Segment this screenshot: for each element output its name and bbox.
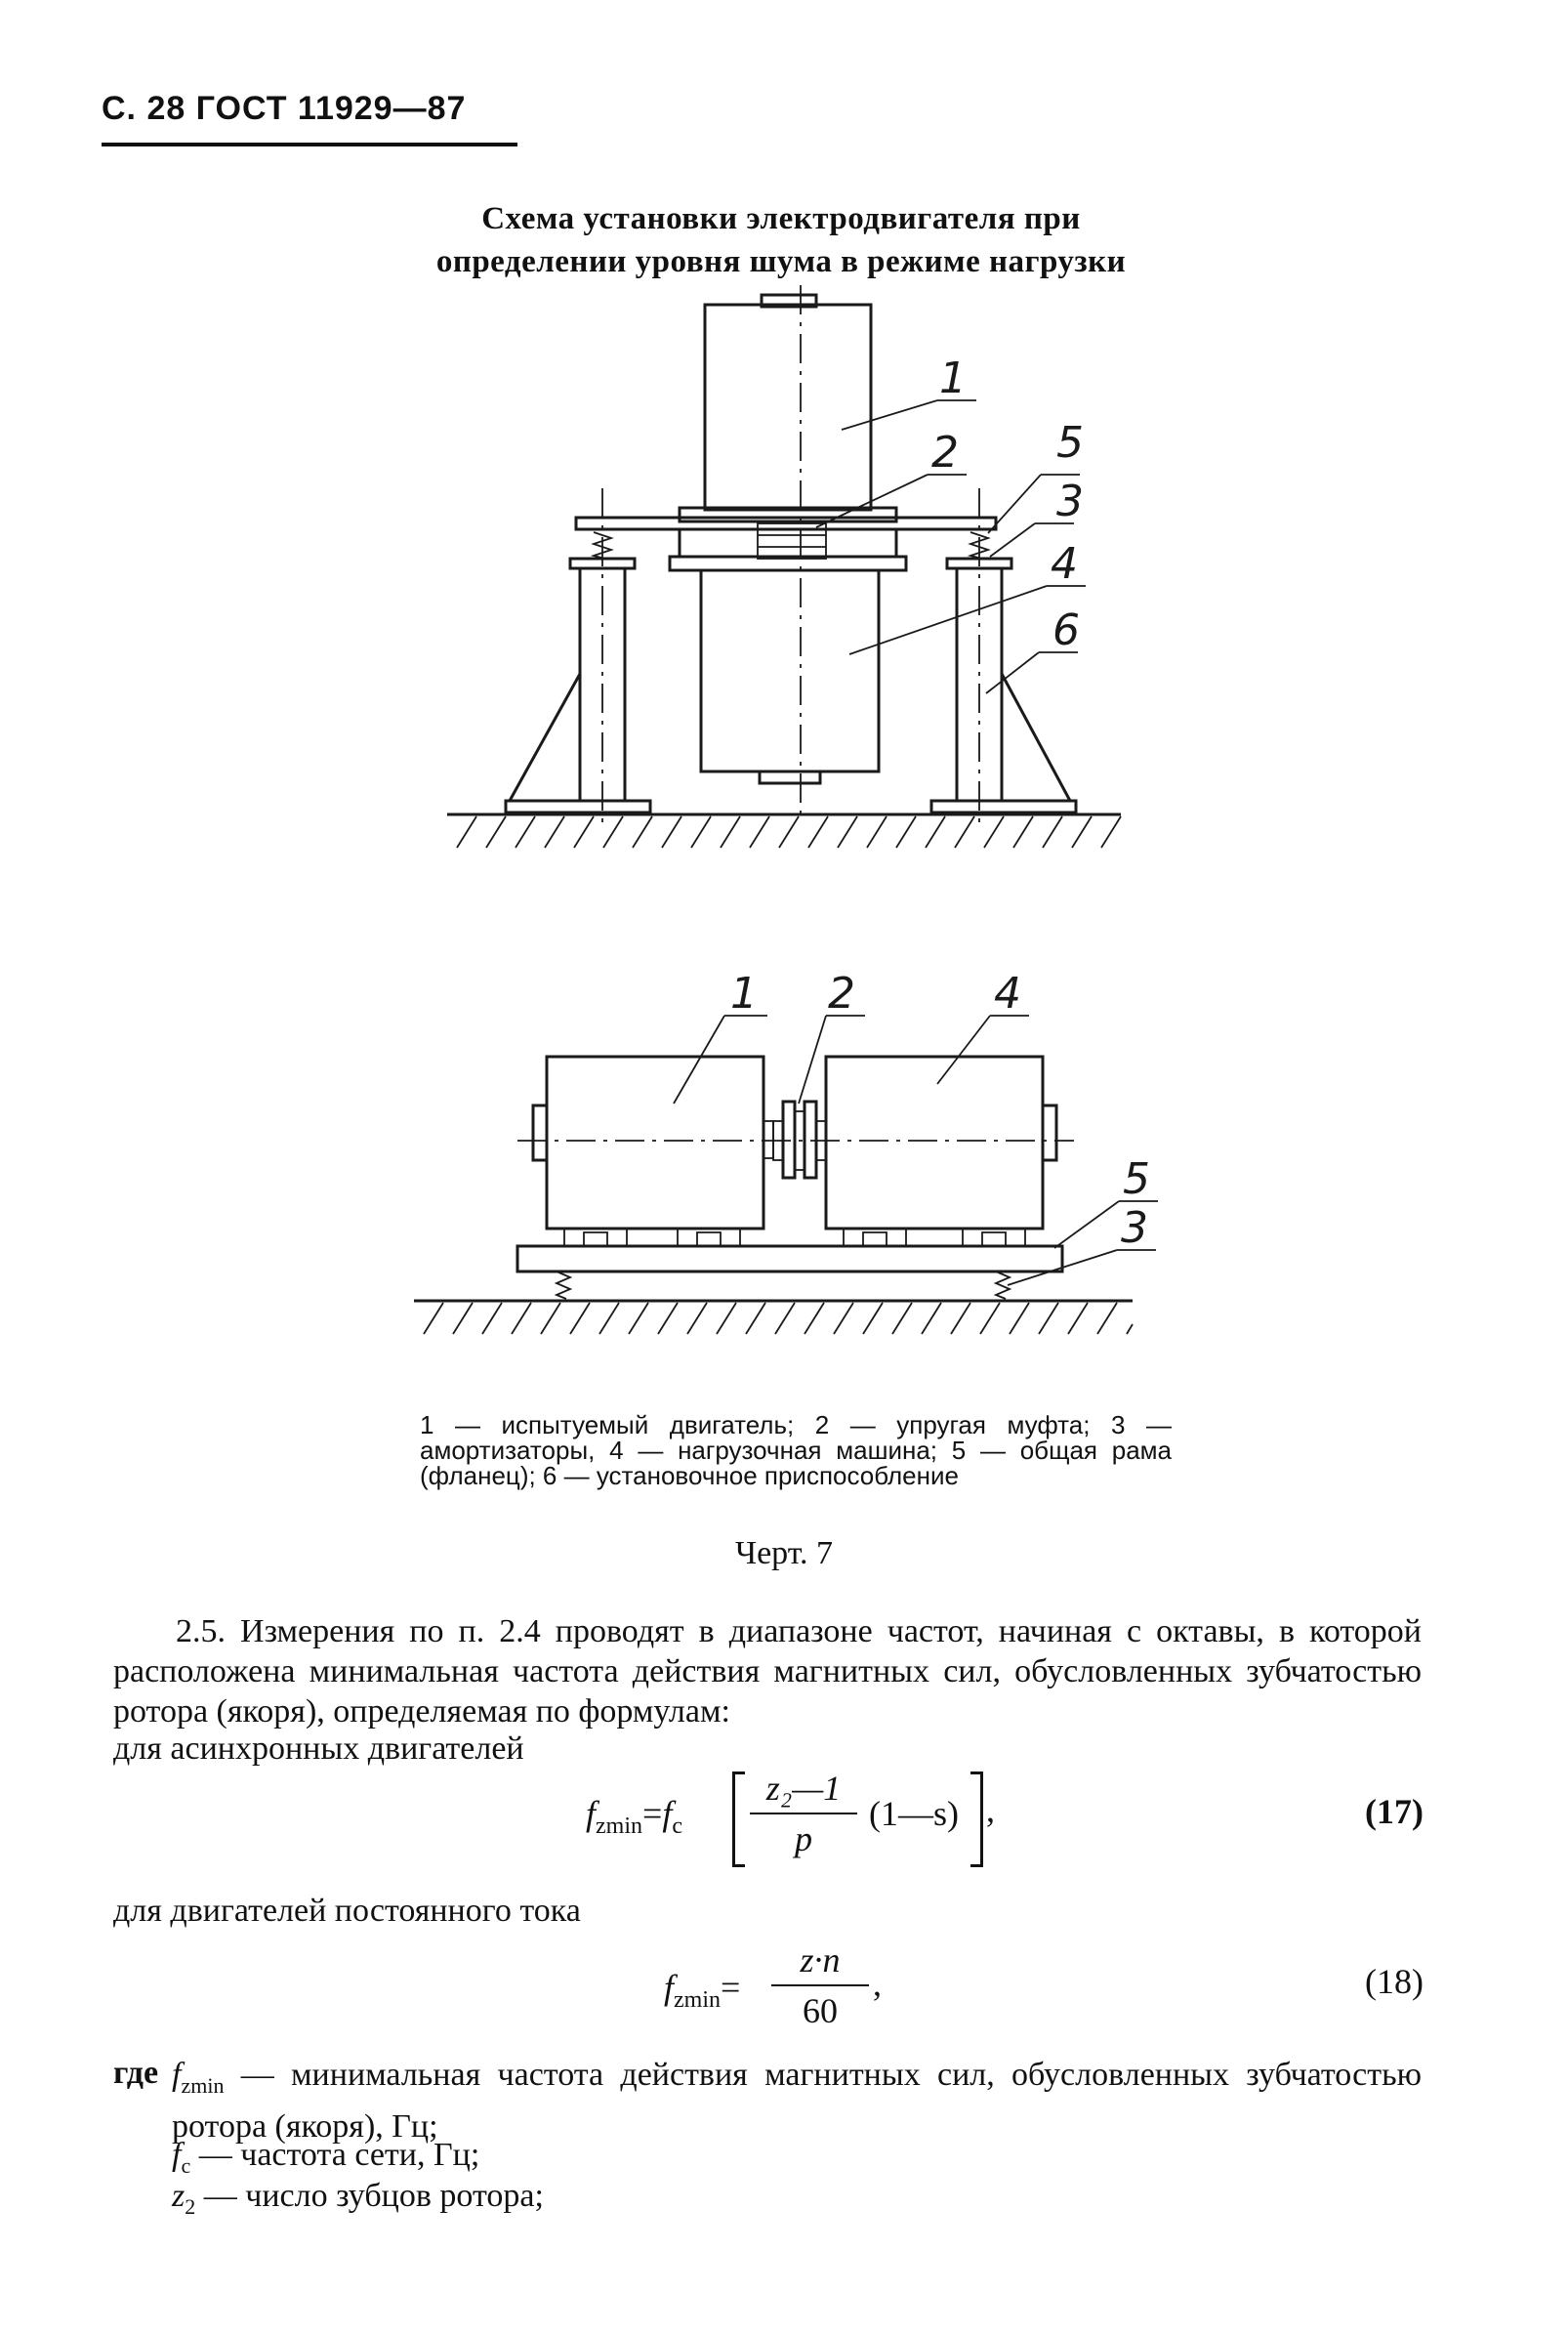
definition-fc-symbol: f [172,2137,182,2173]
top-label-3: 3 [1056,477,1084,526]
figure-legend: 1 — испытуемый двигатель; 2 — упругая муфта; 3 — амортизаторы, 4 — нагрузочная машина; 5 — общая рама (фланец); 6 — установочное приспособление [420,1410,1172,1490]
where-word: где [113,2055,159,2091]
right-support-base [931,801,1076,813]
eq17-bracket-right [970,1771,983,1867]
eq18-lhs: f [664,1968,675,2007]
damper-right [996,1271,1010,1299]
eq17-lhs: f [586,1794,597,1833]
test-motor-vertical [705,305,871,510]
top-label-2: 2 [931,428,959,478]
top-label-4: 4 [1051,539,1078,589]
load-machine-vertical [701,570,879,771]
eq18-number: (18) [1365,1962,1424,2001]
definition-z2-text: — число зубцов ротора; [203,2178,544,2214]
bottom-label-1: 1 [730,969,758,1019]
definition-fc [172,2137,479,2179]
motor-left-end [533,1105,547,1160]
load-machine-horizontal [826,1057,1043,1229]
vertical-setup [447,285,1121,848]
common-frame [517,1246,1062,1271]
eq17-numerator: z₂—1 [765,1769,842,1808]
eq17-comma: , [986,1790,995,1829]
eq18-fraction-bar [771,1984,869,1986]
top-label-6: 6 [1052,605,1080,655]
definition-fzmin-symbol: f [172,2057,182,2093]
bottom-label-4: 4 [994,969,1021,1019]
eq17-fraction-bar [750,1813,857,1814]
left-support-base [506,801,650,813]
eq17-fc-sub: c [672,1813,682,1840]
paragraph-2-5: 2.5. Измерения по п. 2.4 проводят в диапазоне частот, начиная с октавы, в которой расположена минимальная частота действия магнитных сил, обусловленных зубчатостью ротора (якоря), определяемая по формулам: [113,1613,1422,1730]
definition-fc-text: — частота сети, Гц; [198,2137,480,2173]
definition-z2-sub: 2 [185,2193,196,2219]
eq18-lhs-sub: zmin [674,1987,722,2014]
coupling-housing [680,529,896,557]
formula-18 [664,1939,957,2037]
test-motor-horizontal [547,1057,763,1229]
eq17-factor: (1—s) [869,1794,959,1833]
eq17-eq: = [642,1794,663,1833]
eq17-lhs-sub: zmin [596,1813,643,1840]
load-right-end [1043,1105,1056,1160]
figure-title-line-2: определении уровня шума в режиме нагрузки [435,244,1127,279]
bottom-label-2: 2 [828,969,855,1019]
eq18-eq: = [721,1968,741,2007]
definition-fzmin-sub: zmin [181,2072,225,2098]
bottom-label-5: 5 [1123,1154,1150,1204]
bottom-label-3: 3 [1121,1203,1148,1253]
eq17-number: (17) [1365,1792,1424,1831]
eq18-comma: , [873,1964,882,2003]
eq17-bracket-left [732,1771,745,1867]
top-label-1: 1 [939,354,967,403]
eq17-fc: f [662,1794,673,1833]
definition-z2 [172,2178,544,2220]
eq17-denominator: p [795,1819,812,1858]
figure-caption: Черт. 7 [734,1535,834,1571]
page-header: С. 28 ГОСТ 11929—87 [102,90,467,127]
motor-shaft-end-bottom [760,771,820,783]
async-motors-label: для асинхронных двигателей [113,1730,524,1767]
definition-fzmin [172,2055,1422,2147]
definition-fc-sub: c [181,2152,191,2178]
formula-17 [586,1766,1093,1873]
coupling-disk-right [805,1102,816,1178]
eq18-numerator: z·n [800,1940,841,1980]
coupling-disk-left [783,1102,795,1178]
dc-motors-label: для двигателей постоянного тока [113,1893,581,1929]
horizontal-setup [414,969,1158,1334]
definition-fzmin-text: — минимальная частота действия магнитных сил, обусловленных зубчатостью ротора (якоря), Гц; [172,2057,1423,2145]
damper-left [557,1271,570,1299]
eq18-denominator: 60 [803,1991,838,2030]
definition-z2-symbol: z [172,2178,186,2214]
top-label-5: 5 [1056,418,1084,468]
figure-title-line-1: Схема установки электродвигателя при [481,201,1081,236]
